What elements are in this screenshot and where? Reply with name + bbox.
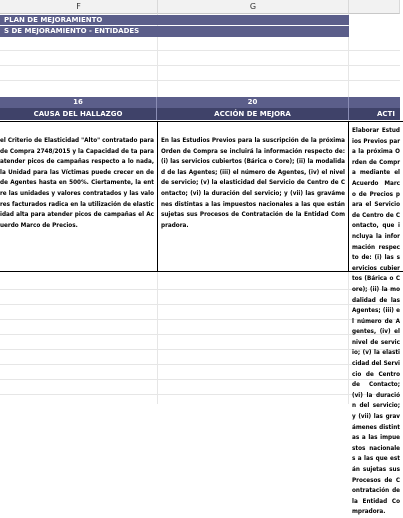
column-number-causa-label: 16 [73,98,83,106]
column-number-causa[interactable] [0,97,157,108]
column-header-h[interactable] [349,0,400,14]
column-title-actividad-label: ACTI [377,110,395,118]
cell-causa-hallazgo[interactable] [0,121,158,272]
column-header-g-label: G [249,2,257,11]
column-title-causa[interactable] [0,108,157,120]
column-title-accion-label: ACCIÓN DE MEJORA [214,110,291,118]
cell-accion-mejora[interactable] [157,121,349,272]
cell-causa-hallazgo-text: el Criterio de Elasticidad "Alto" contratado para de Compra 2748/2015 y la Capacidad de ta para atender picos de campañas respecto a lo nada, la Unidad para las Víctimas puede crecer en de de Agentes hasta en 500%. Ciertamente, la entre las unidades y valores contratados y las valores facturados radica en la utilización de elasticidad alta para atender picos de campañas el Acuerdo Marco de Precios. [0,138,154,229]
column-number-accion[interactable] [157,97,349,108]
column-title-accion[interactable] [157,108,349,120]
plan-title: PLAN DE MEJORAMIENTO [4,16,103,24]
plan-subtitle: S DE MEJORAMIENTO - ENTIDADES [4,27,140,35]
plan-title-banner [0,15,349,25]
column-title-actividad[interactable] [349,108,400,120]
column-header-f[interactable] [0,0,158,14]
cell-accion-mejora-text: En las Estudios Previos para la suscripción de la próxima Orden de Compra se incluirá la información respecto de: (i) las servicios cubiertos (Bárica o Core); (ii) la modalidad de las Agentes; (iii) el número de Agentes, (iv) el nivel de servicio; (v) la elasticidad del Servicio de Centro de Contacto; (vi) la duración del servicio; y (vii) las gravámenes distintas a las impuestos nacionales a las que están sujetas sus Procesos de Contratación de la Entidad Compradora. [161,138,345,229]
cell-actividad[interactable] [348,121,403,516]
column-title-causa-label: CAUSA DEL HALLAZGO [33,110,123,118]
cell-actividad-text: Elaborar Estudios Previos para la próxima Orden de Compra mediante el Acuerdo Marco de Precios para el Servicio de Centro de Contacto, que incluya la información respecto de: (i) las servicios cubiertos (Bárica o Core); (ii) la modalidad de las Agentes; (iii) el número de Agentes, (iv) el nivel de servicio; (v) la elasticidad del Servicio de Centro de Contacto; (vi) la duración del servicio; y (vii) las gravámenes distintas a las impuestos nacionales a las que están sujetas sus Procesos de Contratación de la Entidad Compradora. [352,128,400,516]
column-number-actividad[interactable] [349,97,400,108]
column-header-f-label: F [76,2,81,11]
column-header-g[interactable] [158,0,349,14]
column-number-accion-label: 20 [247,98,258,106]
plan-subtitle-banner [0,26,349,37]
